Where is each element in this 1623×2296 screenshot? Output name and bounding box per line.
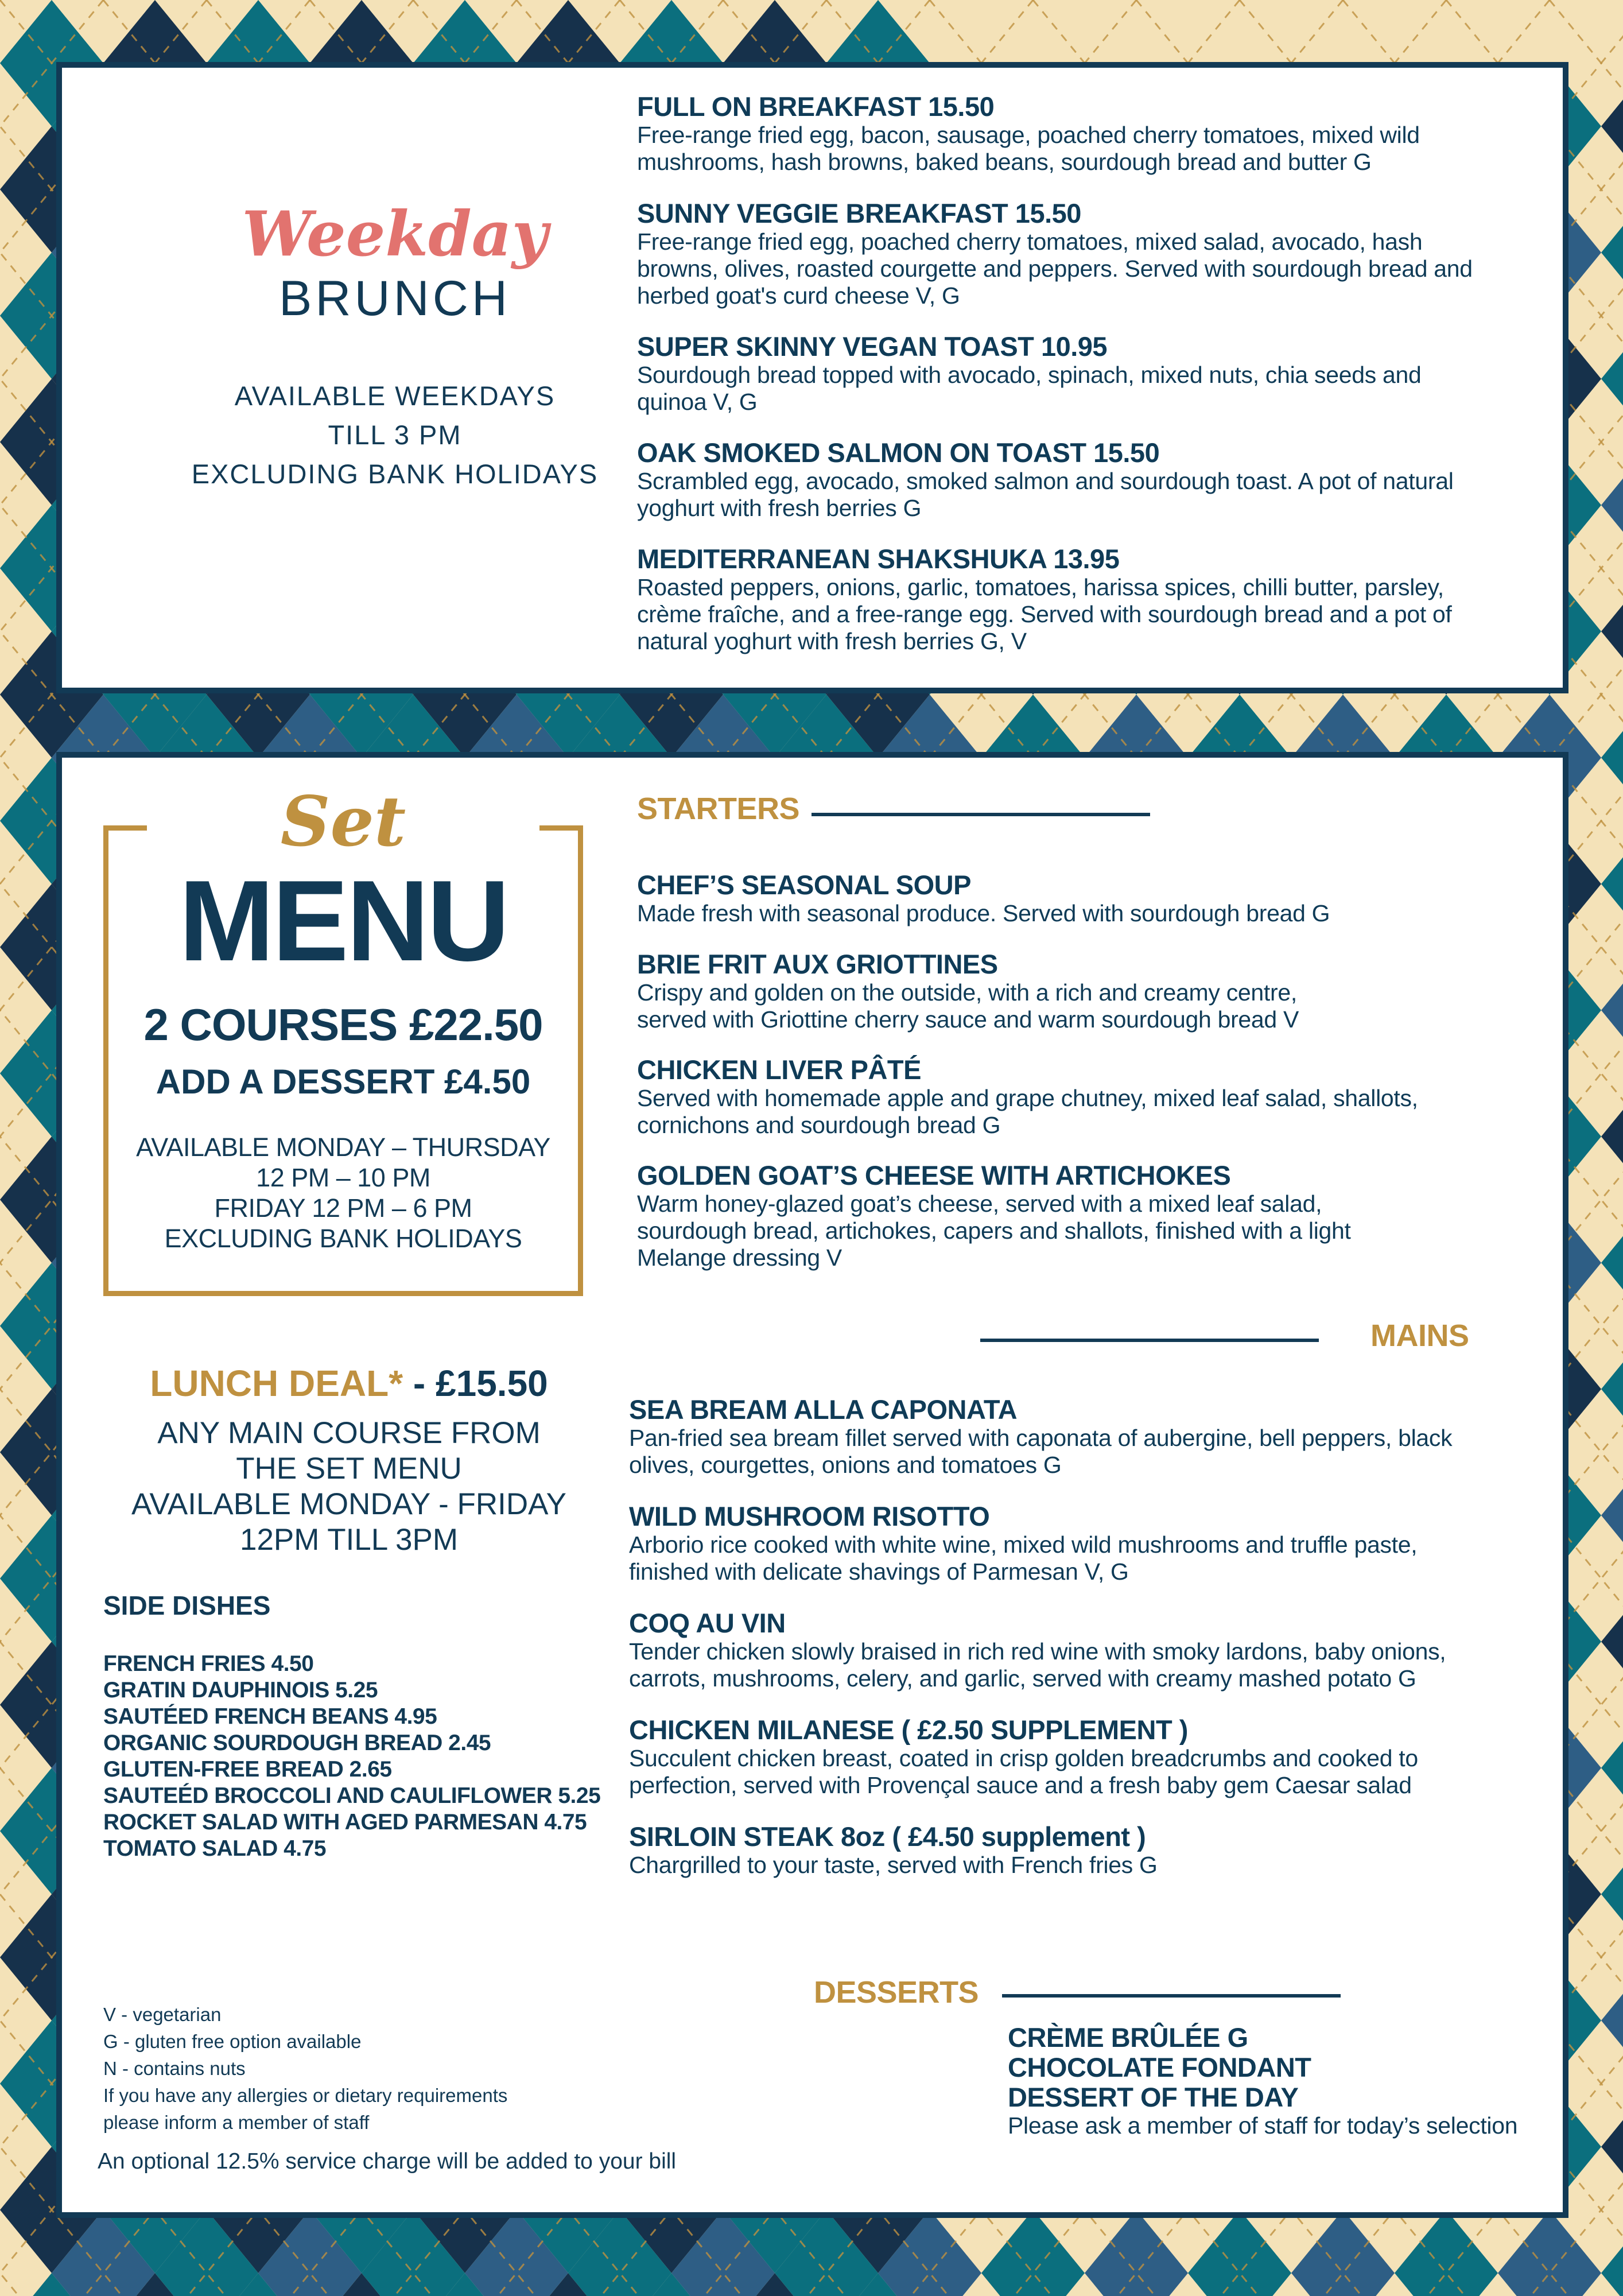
lunch-deal-line: 12PM TILL 3PM [239, 1523, 458, 1557]
brunch-item-desc: Scrambled egg, avocado, smoked salmon and sourdough toast. A pot of natural [637, 468, 1454, 494]
brunch-panel [56, 62, 1568, 693]
brunch-item-title: OAK SMOKED SALMON ON TOAST 15.50 [637, 437, 1160, 468]
main-item-title: COQ AU VIN [629, 1608, 786, 1638]
starter-item [637, 949, 1544, 1033]
brunch-availability-line: AVAILABLE WEEKDAYS [234, 381, 556, 411]
side-dish-item: FRENCH FRIES 4.50 [103, 1651, 314, 1676]
set-menu-availability-line: FRIDAY 12 PM – 6 PM [214, 1193, 472, 1223]
dessert-item: DESSERT OF THE DAY [1008, 2082, 1299, 2112]
set-menu-script-title: Set [280, 781, 406, 862]
brunch-item-title: SUNNY VEGGIE BREAKFAST 15.50 [637, 198, 1081, 228]
main-item-desc: carrots, mushrooms, celery, and garlic, served with creamy mashed potato G [629, 1665, 1416, 1692]
set-menu-availability [108, 1132, 578, 1254]
legend-line: V - vegetarian [103, 2004, 222, 2025]
brunch-item-desc: herbed goat's curd cheese V, G [637, 282, 960, 309]
brunch-availability-line: TILL 3 PM [328, 420, 462, 450]
set-menu-panel [56, 752, 1568, 2218]
set-menu-dessert-price: ADD A DESSERT £4.50 [156, 1062, 531, 1101]
starter-item [637, 870, 1544, 927]
starter-item-title: GOLDEN GOAT’S CHEESE WITH ARTICHOKES [637, 1160, 1231, 1190]
lunch-deal-details [96, 1415, 601, 1558]
brunch-item-desc: Roasted peppers, onions, garlic, tomatoes, harissa spices, chilli butter, parsley, [637, 574, 1444, 600]
brunch-item-desc: natural yoghurt with fresh berries G, V [637, 628, 1027, 654]
brunch-item-desc: Free-range fried egg, bacon, sausage, poached cherry tomatoes, mixed wild [637, 122, 1420, 148]
legend-line: N - contains nuts [103, 2058, 246, 2079]
brunch-item [637, 438, 1544, 522]
main-item [629, 1608, 1536, 1692]
set-menu-title: MENU [178, 857, 508, 985]
brunch-item-title: MEDITERRANEAN SHAKSHUKA 13.95 [637, 544, 1120, 574]
side-dishes-list [103, 1651, 620, 1862]
dessert-item: CRÈME BRÛLÉE G [1008, 2022, 1248, 2053]
main-item-desc: perfection, served with Provençal sauce and a fresh baby gem Caesar salad [629, 1772, 1412, 1798]
main-item [629, 1502, 1536, 1585]
starter-item-desc: Warm honey-glazed goat’s cheese, served with a mixed leaf salad, [637, 1190, 1322, 1217]
starter-item-desc: Made fresh with seasonal produce. Served with sourdough bread G [637, 900, 1330, 926]
brunch-item-desc: Free-range fried egg, poached cherry tomatoes, mixed salad, avocado, hash [637, 228, 1423, 255]
main-item-desc: Arborio rice cooked with white wine, mixed wild mushrooms and truffle paste, [629, 1531, 1418, 1558]
brunch-item-desc: quinoa V, G [637, 389, 758, 415]
brunch-item [637, 544, 1544, 655]
mains-rule [980, 1339, 1319, 1342]
starter-item-desc: sourdough bread, artichokes, capers and shallots, finished with a light [637, 1217, 1351, 1244]
main-item-title: WILD MUSHROOM RISOTTO [629, 1501, 990, 1531]
side-dish-item: GRATIN DAUPHINOIS 5.25 [103, 1678, 378, 1702]
mains-heading: MAINS [1370, 1318, 1469, 1353]
starter-item-desc: Served with homemade apple and grape chutney, mixed leaf salad, shallots, [637, 1085, 1418, 1111]
lunch-deal-label: LUNCH DEAL* [150, 1363, 403, 1404]
lunch-deal-line: ANY MAIN COURSE FROM [157, 1416, 541, 1450]
lunch-deal-line: THE SET MENU [236, 1452, 462, 1486]
brunch-item-title: FULL ON BREAKFAST 15.50 [637, 91, 995, 122]
legend-line: please inform a member of staff [103, 2112, 370, 2133]
brunch-availability-line: EXCLUDING BANK HOLIDAYS [191, 459, 599, 489]
side-dish-item: ORGANIC SOURDOUGH BREAD 2.45 [103, 1731, 491, 1755]
legend-line: If you have any allergies or dietary requirements [103, 2085, 508, 2106]
starters-rule [812, 813, 1150, 816]
starter-item-desc: served with Griottine cherry sauce and warm sourdough bread V [637, 1006, 1299, 1033]
desserts-rule [1002, 1994, 1341, 1998]
brunch-item-desc: crème fraîche, and a free-range egg. Served with sourdough bread and a pot of [637, 601, 1452, 627]
brunch-item [637, 199, 1544, 309]
lunch-deal-price: - £15.50 [403, 1363, 548, 1404]
side-dish-item: ROCKET SALAD WITH AGED PARMESAN 4.75 [103, 1810, 587, 1835]
main-item-desc: Tender chicken slowly braised in rich red wine with smoky lardons, baby onions, [629, 1638, 1446, 1665]
dessert-note: Please ask a member of staff for today’s selection [1008, 2112, 1518, 2139]
set-menu-availability-line: EXCLUDING BANK HOLIDAYS [164, 1224, 522, 1253]
brunch-script-title: Weekday [242, 198, 548, 270]
lunch-deal-heading [96, 1362, 601, 1405]
side-dish-item: TOMATO SALAD 4.75 [103, 1836, 327, 1861]
set-menu-frame-corner [539, 825, 583, 831]
legend-line: G - gluten free option available [103, 2031, 362, 2052]
main-item [629, 1395, 1536, 1479]
starters-heading: STARTERS [637, 792, 800, 826]
lunch-deal-line: AVAILABLE MONDAY - FRIDAY [131, 1487, 566, 1521]
starter-item-desc: Melange dressing V [637, 1244, 842, 1271]
starter-item-desc: cornichons and sourdough bread G [637, 1112, 1001, 1138]
set-menu-availability-line: AVAILABLE MONDAY – THURSDAY [136, 1133, 550, 1162]
main-item-desc: Succulent chicken breast, coated in crisp golden breadcrumbs and cooked to [629, 1745, 1418, 1771]
side-dish-item: GLUTEN-FREE BREAD 2.65 [103, 1757, 392, 1782]
side-dish-item: SAUTEÉD BROCCOLI AND CAULIFLOWER 5.25 [103, 1783, 601, 1808]
brunch-item [637, 332, 1544, 416]
main-item [629, 1715, 1536, 1799]
starter-item-title: CHEF’S SEASONAL SOUP [637, 870, 971, 900]
brunch-item-desc: browns, olives, roasted courgette and peppers. Served with sourdough bread and [637, 255, 1473, 282]
set-menu-frame-corner [103, 825, 147, 831]
main-item [629, 1822, 1536, 1879]
desserts-heading: DESSERTS [814, 1975, 979, 2010]
starter-item-title: BRIE FRIT AUX GRIOTTINES [637, 949, 998, 979]
brunch-item [637, 92, 1544, 176]
brunch-title: BRUNCH [279, 271, 511, 326]
main-item-desc: Chargrilled to your taste, served with French fries G [629, 1852, 1158, 1878]
starter-item-desc: Crispy and golden on the outside, with a rich and creamy centre, [637, 979, 1297, 1006]
main-item-desc: olives, courgettes, onions and tomatoes G [629, 1452, 1062, 1478]
desserts-list [1008, 2023, 1559, 2139]
dessert-item: CHOCOLATE FONDANT [1008, 2052, 1311, 2082]
starter-item [637, 1055, 1544, 1139]
main-item-title: SIRLOIN STEAK 8oz ( £4.50 supplement ) [629, 1821, 1146, 1852]
brunch-item-desc: Sourdough bread topped with avocado, spinach, mixed nuts, chia seeds and [637, 362, 1422, 388]
set-menu-price: 2 COURSES £22.50 [143, 999, 543, 1050]
dietary-legend [103, 2001, 620, 2136]
side-dish-item: SAUTÉED FRENCH BEANS 4.95 [103, 1704, 437, 1729]
main-item-desc: Pan-fried sea bream fillet served with caponata of aubergine, bell peppers, black [629, 1425, 1453, 1451]
main-item-desc: finished with delicate shavings of Parmesan V, G [629, 1558, 1129, 1585]
side-dishes-heading: SIDE DISHES [103, 1591, 271, 1620]
brunch-availability [131, 377, 659, 494]
main-item-title: SEA BREAM ALLA CAPONATA [629, 1394, 1018, 1425]
main-item-title: CHICKEN MILANESE ( £2.50 SUPPLEMENT ) [629, 1715, 1188, 1745]
starter-item-title: CHICKEN LIVER PÂTÉ [637, 1054, 921, 1085]
set-menu-availability-line: 12 PM – 10 PM [256, 1163, 430, 1192]
brunch-item-desc: mushrooms, hash browns, baked beans, sourdough bread and butter G [637, 149, 1372, 175]
brunch-item-desc: yoghurt with fresh berries G [637, 495, 922, 521]
starter-item [637, 1161, 1544, 1271]
service-charge-note: An optional 12.5% service charge will be added to your bill [98, 2149, 677, 2174]
brunch-item-title: SUPER SKINNY VEGAN TOAST 10.95 [637, 331, 1108, 362]
